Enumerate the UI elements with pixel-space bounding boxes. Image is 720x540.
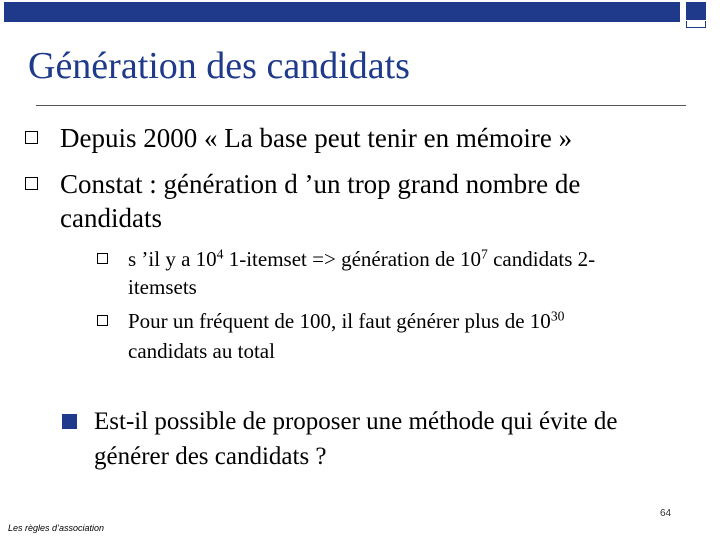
title-divider: [36, 105, 686, 106]
filled-square-bullet-icon: [62, 414, 77, 429]
sub-bullet-1-exponent-a: 4: [216, 246, 224, 262]
page-number: 64: [660, 508, 672, 519]
sub-bullet-1-line-1: [128, 246, 595, 272]
sub-bullet-2-line-2: candidats au total: [128, 339, 275, 363]
hollow-square-bullet-icon: [25, 131, 38, 144]
sub-bullet-1-text-c: candidats 2-: [487, 247, 596, 271]
question-line-1: Est-il possible de proposer une méthode qui évite de: [94, 408, 618, 435]
sub-bullet-1-text-b: 1-itemset => génération de 10: [223, 247, 482, 271]
bullet-2-line-1: Constat : génération d ’un trop grand nombre de: [60, 169, 581, 199]
sub-bullet-1-exponent-b: 7: [481, 246, 488, 262]
sub-bullet-1-text-a: s ’il y a 10: [128, 247, 217, 271]
header-bar: [4, 2, 680, 22]
header-square-outline: [686, 21, 706, 28]
sub-bullet-1-line-2: itemsets: [128, 275, 197, 299]
sub-bullet-2-exponent-a: 30: [550, 308, 565, 324]
hollow-square-bullet-icon: [25, 177, 38, 190]
hollow-square-sub-bullet-icon: [97, 253, 108, 264]
bullet-2-line-2: candidats: [60, 203, 162, 233]
slide-title: Génération des candidats: [28, 45, 410, 87]
header-square: [686, 2, 706, 20]
bullet-1: Depuis 2000 « La base peut tenir en mémoire »: [60, 123, 573, 153]
footer-text: Les règles d’association: [8, 523, 105, 533]
sub-bullet-2-line-1: [128, 308, 564, 334]
sub-bullet-2-text-a: Pour un fréquent de 100, il faut générer plus de 10: [128, 309, 551, 333]
hollow-square-sub-bullet-icon: [97, 315, 108, 326]
question-line-2: générer des candidats ?: [94, 443, 327, 470]
